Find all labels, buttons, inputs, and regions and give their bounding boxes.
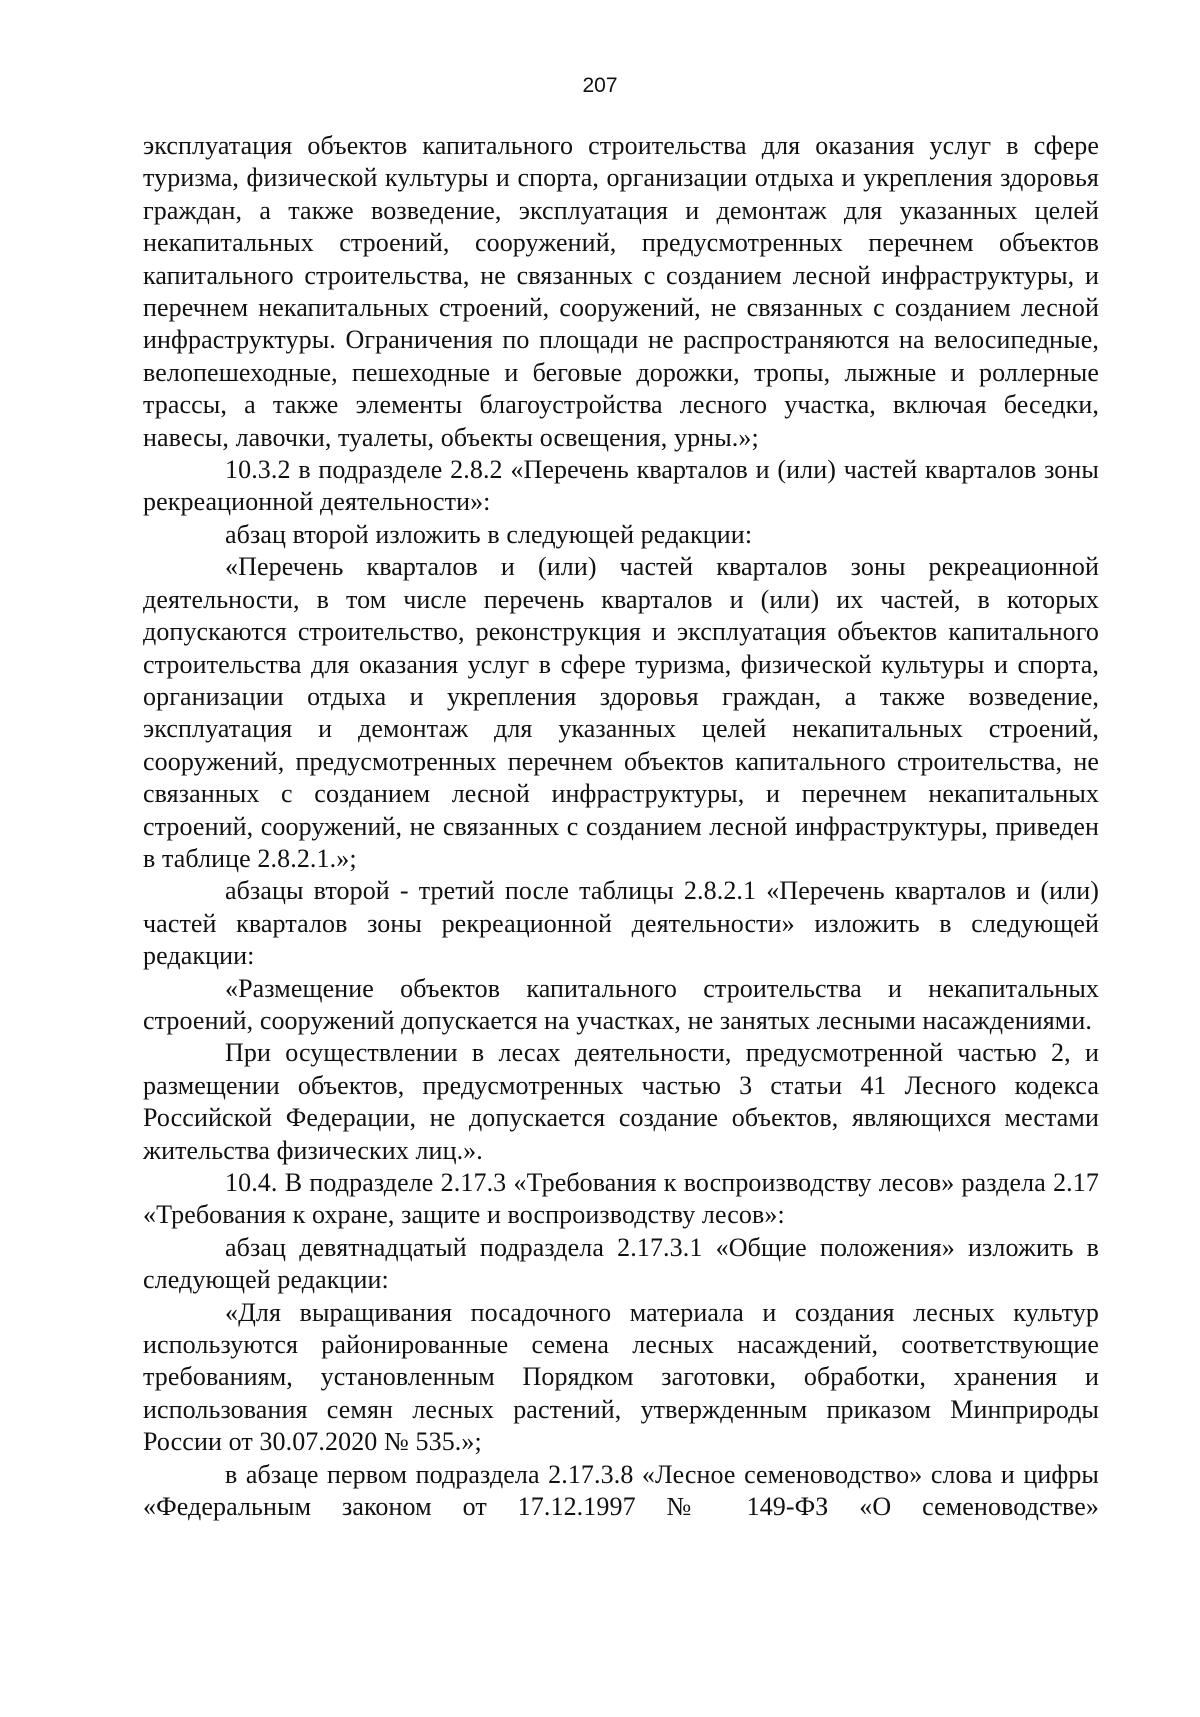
paragraph: абзацы второй - третий после таблицы 2.8.2.1 «Перечень кварталов и (или) частей кварталов зоны рекреационной деятельности» изложить в следующей редакции: [143,876,1099,971]
paragraph: «Для выращивания посадочного материала и создания лесных культур используются районированные семена лесных насаждений, соответствующие требованиям, установленным Порядком заготовки, обработки, хранения и использования семян лесных растений, утвержденным приказом Минприроды России от 30.07.2020 № 535.»; [143,1297,1099,1457]
paragraph: 10.4. В подразделе 2.17.3 «Требования к воспроизводству лесов» раздела 2.17 «Требования к охране, защите и воспроизводству лесов»: [143,1168,1099,1230]
paragraph: При осуществлении в лесах деятельности, предусмотренной частью 2, и размещении объектов, предусмотренных частью 3 статьи 41 Лесного кодекса Российской Федерации, не допускается создание объектов, являющихся местами жительства физических лиц.». [143,1038,1099,1165]
paragraph: «Размещение объектов капитального строительства и некапитальных строений, сооружений допускается на участках, не занятых лесными насаждениями. [143,973,1099,1035]
paragraph: абзац девятнадцатый подраздела 2.17.3.1 «Общие положения» изложить в следующей редакции: [143,1232,1099,1295]
paragraph: эксплуатация объектов капитального строительства для оказания услуг в сфере туризма, физической культуры и спорта, организации отдыха и укрепления здоровья граждан, а также возведение, эксплуатация и демонтаж для указанных целей некапитальных строений, сооружений, предусмотренных перечнем объектов капитального строительства, не связанных с созданием лесной инфраструктуры, и перечнем некапитальных строений, сооружений, не связанных с созданием лесной инфраструктуры. Ограничения по площади не распространяются на велосипедные, велопешеходные, пешеходные и беговые дорожки, тропы, лыжные и роллерные трассы, а также элементы благоустройства лесного участка, включая беседки, навесы, лавочки, туалеты, объекты освещения, урны.»; [143,131,1099,452]
paragraph: «Перечень кварталов и (или) частей кварталов зоны рекреационной деятельности, в том числе перечень кварталов и (или) их частей, в которых допускаются строительство, реконструкция и эксплуатация объектов капитального строительства для оказания услуг в сфере туризма, физической культуры и спорта, организации отдыха и укрепления здоровья граждан, а также возведение, эксплуатация и демонтаж для указанных целей некапитальных строений, сооружений, предусмотренных перечнем объектов капитального строительства, не связанных с созданием лесной инфраструктуры, и перечнем некапитальных строений, сооружений, не связанных с созданием лесной инфраструктуры, приведен в таблице 2.8.2.1.»; [143,552,1099,873]
paragraph: в абзаце первом подраздела 2.17.3.8 «Лесное семеноводство» слова и цифры «Федеральным законом от 17.12.1997 № 149-ФЗ «О семеноводстве» [143,1459,1099,1522]
paragraph: абзац второй изложить в следующей редакции: [225,519,753,549]
paragraph: 10.3.2 в подразделе 2.8.2 «Перечень кварталов и (или) частей кварталов зоны рекреационной деятельности»: [143,455,1099,517]
page-number: 207 [582,74,618,97]
document-body [143,130,1099,1523]
